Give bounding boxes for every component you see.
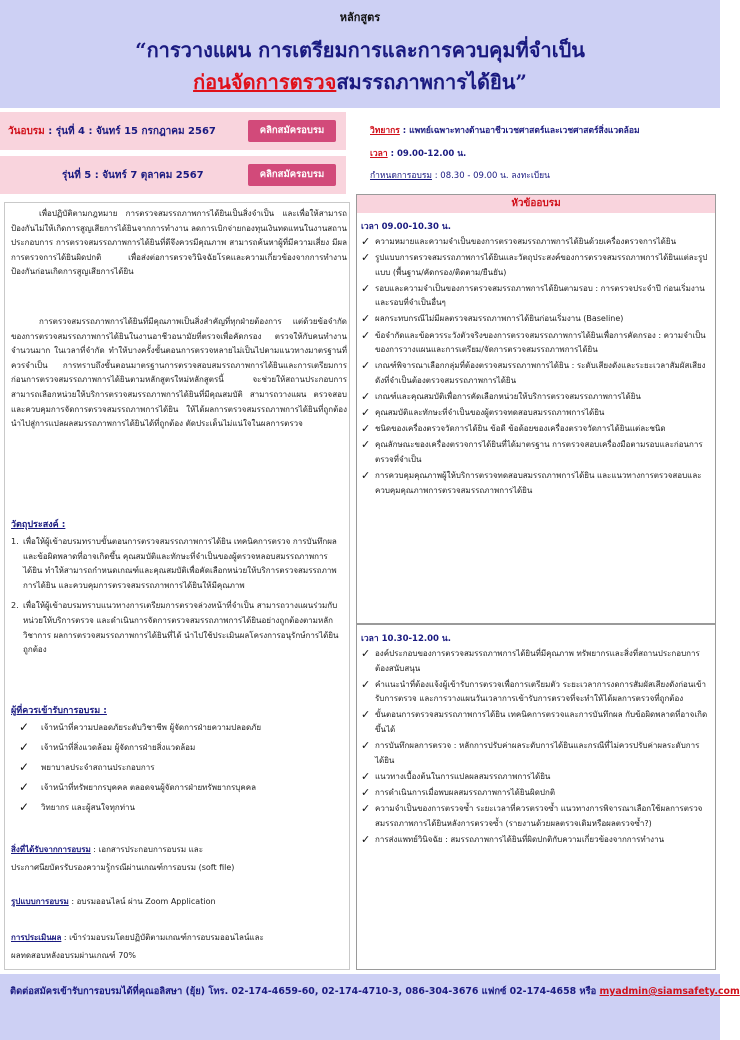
- topic-item: [361, 359, 711, 388]
- audience-text: วิทยากร และผู้สนใจทุกท่าน: [41, 803, 135, 812]
- benefit-line: [11, 843, 203, 856]
- topic-text: คำแนะนำที่ต้องแจ้งผู้เข้ารับการตรวจเพื่อการเตรียมตัว ระยะเวลาการงดการสัมผัสเสียงดังก่อนเข้ารับการตรวจ และการวางแผนวันเวลาการเข้ารับการตรวจที่จะทำให้ได้ผลการตรวจที่ถูกต้อง: [375, 679, 706, 704]
- topic-item: [361, 469, 711, 498]
- audience-item: [19, 781, 339, 801]
- block-divider: [357, 623, 715, 625]
- topic-text: การควบคุมคุณภาพผู้ให้บริการตรวจทดสอบสมรรถภาพการได้ยิน และแนวทางการตรวจสอบและควบคุมคุณภาพการตรวจสมรรถภาพการได้ยิน: [375, 470, 702, 495]
- format-text: : อบรมออนไลน์ ผ่าน Zoom Application: [68, 897, 216, 906]
- topic-item: [361, 282, 711, 311]
- topic-text: เกณฑ์และคุณสมบัติเพื่อการคัดเลือกหน่วยให้บริการตรวจสมรรถภาพการได้ยิน: [375, 391, 641, 401]
- topics-block-1: [361, 235, 711, 500]
- topic-text: คุณสมบัติและทักษะที่จำเป็นของผู้ตรวจทดสอบสมรรถภาพการได้ยิน: [375, 408, 605, 418]
- time-value: : 09.00-12.00 น.: [387, 149, 467, 159]
- benefit-title: สิ่งที่ได้รับจากการอบรม: [11, 845, 91, 854]
- intro-paragraph-2: การตรวจสมรรถภาพการได้ยินที่มีคุณภาพเป็นสิ่งสำคัญที่ทุกฝ่ายต้องการ แต่ด้วยข้อจำกัดของการตรวจสมรรถภาพการได้ยินในงานอาชีวอนามัยที่ตรวจเพื่อคัดกรอง ตรวจให้กับคนทำงานจำนวนมาก ในเวลาที่จำกัด ทำให้บางครั้งขั้นตอนการตรวจหลายไม่เป็นไปตามแนวทางมาตรฐานที่ควรจำเป็น การทราบถึงขั้นตอนมาตรฐานการตรวจสอบสมรรถภาพการได้ยินและการเตรียมการก่อนการตรวจสมรรถภาพการได้ยินตามหลักสูตรใหม่หลักสูตรนี้ จะช่วยให้สถานประกอบการสามารถเลือกหน่วยให้บริการตรวจสมรรถภาพการได้ยินที่มีคุณสมบัติ สามารถวางแผน ตรวจสอบ และควบคุมการจัดการตรวจสมรรถภาพการได้ยิน ให้ได้ผลการตรวจสมรรถภาพการได้ยินที่ถูกต้อง นำไปสู่การแปลผลสมรรถภาพการได้ยินได้ที่ถูกต้อง ตัดประเด็นไม่แน่ใจในผลการตรวจ: [11, 317, 347, 429]
- benefit-text: : เอกสารประกอบการอบรม และ: [90, 845, 203, 854]
- topics-block-2: [361, 647, 711, 849]
- topic-item: [361, 647, 711, 676]
- topic-item: [361, 739, 711, 768]
- topic-item: [361, 329, 711, 358]
- audience-text: พยาบาลประจำสถานประกอบการ: [41, 763, 155, 772]
- checkmark-icon: ✓: [361, 785, 371, 799]
- lecturer-label: วิทยากร: [370, 126, 400, 136]
- course-header: [0, 0, 720, 108]
- checkmark-icon: ✓: [361, 438, 371, 452]
- topic-text: เกณฑ์พิจารณาเลือกกลุ่มที่ต้องตรวจสมรรถภาพการได้ยิน : ระดับเสียงดังและระยะเวลาสัมผัสเสียงดังที่จำเป็นต้องตรวจสมรรถภาพการได้ยิน: [375, 361, 706, 385]
- topic-text: ข้อจำกัดและข้อควรระวังตัวจริงของการตรวจสมรรถภาพการได้ยินเพื่อการคัดกรอง : ความจำเป็นของการวางแผนและการเตรียม/จัดการตรวจสมรรถภาพการได้ยิน: [375, 330, 706, 355]
- topic-item: [361, 235, 711, 250]
- contact-text: ติดต่อสมัครเข้ารับการอบรมได้ที่คุณอลิสษา (ยุ้ย) โทร. 02-174-4659-60, 02-174-4710-3, 086-304-3676 แฟกซ์ 02-174-4658 หรือ: [10, 986, 600, 997]
- topic-text: ผลกระทบกรณีไม่มีผลตรวจสมรรถภาพการได้ยินก่อนเริ่มงาน (Baseline): [375, 314, 624, 324]
- topic-item: [361, 312, 711, 327]
- checkmark-icon: ✓: [361, 389, 371, 403]
- topic-item: [361, 678, 711, 707]
- session-5-date: รุ่นที่ 5 : จันทร์ 7 ตุลาคม 2567: [62, 170, 204, 181]
- training-date-label: วันอบรม: [8, 126, 45, 137]
- benefit-line-2: ประกาศนียบัตรรับรองความรู้กรณีผ่านเกณฑ์การอบรม (soft file): [11, 863, 235, 872]
- course-label: หลักสูตร: [339, 11, 381, 24]
- topic-item: [361, 406, 711, 421]
- register-button-session-5[interactable]: คลิกสมัครอบรม: [248, 164, 336, 186]
- lecturer-value: : แพทย์เฉพาะทางด้านอาชีวเวชศาสตร์และเวชศาสตร์สิ่งแวดล้อม: [399, 126, 640, 136]
- audience-title: ผู้ที่ควรเข้ารับการอบรม :: [11, 706, 107, 716]
- time-label: เวลา: [370, 149, 388, 159]
- checkmark-icon: ✓: [361, 647, 371, 660]
- session-4-date: [8, 124, 216, 139]
- topic-item: [361, 833, 711, 848]
- objective-text: เพื่อให้ผู้เข้าอบรมทราบแนวทางการเตรียมการตรวจล่วงหน้าที่จำเป็น สามารถวางแผนร่วมกับหน่วยให้บริการตรวจ และดำเนินการจัดการตรวจสมรรถภาพการได้ยินอย่างถูกต้องตามหลักวิชาการ ผลการตรวจสมรรถภาพการได้ยินที่ได้ นำไปใช้ประเมินผลโครงการอนุรักษ์การได้ยินถูกต้อง: [23, 601, 339, 655]
- checkmark-icon: ✓: [361, 251, 371, 265]
- checkmark-icon: ✓: [361, 281, 371, 295]
- evaluation-text: : เข้าร่วมอบรมโดยปฏิบัติตามเกณฑ์การอบรมออนไลน์และ: [61, 933, 264, 942]
- schedule-label: กำหนดการอบรม: [370, 171, 433, 181]
- topic-text: ชนิดของเครื่องตรวจวัดการได้ยิน ข้อดี ข้อด้อยของเครื่องตรวจวัดการได้ยินแต่ละชนิด: [375, 424, 666, 434]
- topics-title: หัวข้ออบรม: [357, 195, 715, 213]
- checkmark-icon: ✓: [361, 832, 371, 846]
- session-4-text: : รุ่นที่ 4 : จันทร์ 15 กรกฎาคม 2567: [44, 126, 216, 137]
- topic-item: [361, 390, 711, 405]
- audience-item: [19, 761, 339, 781]
- topic-text: ขั้นตอนการตรวจสมรรถภาพการได้ยิน เทคนิคการตรวจและการบันทึกผล กับข้อผิดพลาดที่อาจเกิดขึ้นได้: [375, 710, 708, 734]
- objectives-list: [11, 535, 347, 664]
- checkmark-icon: ✓: [361, 359, 371, 373]
- checkmark-icon: ✓: [19, 720, 30, 734]
- topic-item: [361, 770, 711, 785]
- topic-text: ความหมายและความจำเป็นของการตรวจสมรรถภาพการได้ยินด้วยเครื่องตรวจการได้ยิน: [375, 237, 677, 246]
- checkmark-icon: ✓: [361, 468, 371, 482]
- topic-item: [361, 786, 711, 801]
- format-title: รูปแบบการอบรม: [11, 897, 69, 906]
- checkmark-icon: ✓: [19, 780, 30, 794]
- topic-item: [361, 438, 711, 467]
- topic-text: คุณลักษณะของเครื่องตรวจการได้ยินที่ได้มาตรฐาน การตรวจสอบเครื่องมือตามรอบและก่อนการตรวจที่จำเป็น: [375, 440, 703, 464]
- checkmark-icon: ✓: [361, 328, 371, 342]
- checkmark-icon: ✓: [361, 422, 371, 436]
- evaluation-line: [11, 931, 264, 944]
- evaluation-title: การประเมินผล: [11, 933, 62, 942]
- schedule-line: [370, 168, 550, 182]
- topic-text: ความจำเป็นของการตรวจซ้ำ ระยะเวลาที่ควรตรวจซ้ำ แนวทางการพิจารณาเลือกใช้ผลการตรวจสมรรถภาพการได้ยินหลังการตรวจซ้ำ (รายงานด้วยผลตรวจเดิมหรือผลตรวจซ้ำ?): [375, 803, 703, 828]
- checkmark-icon: ✓: [361, 235, 371, 248]
- course-title-line2: [0, 66, 720, 98]
- intro-paragraph-1: เพื่อปฏิบัติตามกฎหมาย การตรวจสมรรถภาพการได้ยินเป็นสิ่งจำเป็น และเพื่อให้สามารถป้องกันไม่ให้เกิดการสูญเสียการได้ยินจากการทำงาน ลดการเบิกจ่ายกองทุนเงินทดแทนในงานสถานประกอบการ การตรวจสมรรถภาพการได้ยินที่ดีจึงควรมีคุณภาพ สามารถค้นหาผู้ที่มีความเสี่ยง มีผลการตรวจการได้ยินผิดปกติ เพื่อส่งต่อการตรวจวินิจฉัยโรคและความเกี่ยวข้องจากการทำงาน ป้องกันก่อนเกิดการสูญเสียการได้ยิน: [11, 209, 347, 277]
- checkmark-icon: ✓: [19, 800, 30, 814]
- audience-text: เจ้าหน้าที่ทรัพยากรบุคคล ตลอดจนผู้จัดการฝ่ายทรัพยากรบุคคล: [41, 783, 256, 792]
- evaluation-line-2: ผลทดสอบหลังอบรมผ่านเกณฑ์ 70%: [11, 951, 136, 960]
- topic-item: [361, 422, 711, 437]
- checkmark-icon: ✓: [361, 406, 371, 420]
- format-line: [11, 895, 216, 908]
- topic-text: แนวทางเบื้องต้นในการแปลผลสมรรถภาพการได้ยิน: [375, 771, 551, 781]
- checkmark-icon: ✓: [361, 312, 371, 326]
- topic-text: การดำเนินการเมื่อพบผลสมรรถภาพการได้ยินผิดปกติ: [375, 787, 556, 797]
- topic-text: การส่งแพทย์วินิจฉัย : สมรรถภาพการได้ยินที่ผิดปกติกับความเกี่ยวข้องจากการทำงาน: [375, 834, 665, 844]
- objectives-title: วัตถุประสงค์ :: [11, 520, 66, 530]
- audience-item: [19, 721, 339, 741]
- topic-item: [361, 802, 711, 831]
- checkmark-icon: ✓: [361, 801, 371, 815]
- course-title-line1: “การวางแผน การเตรียมการและการควบคุมที่จำเป็น: [135, 38, 585, 62]
- course-title-rest: สมรรถภาพการได้ยิน”: [336, 70, 527, 94]
- checkmark-icon: ✓: [361, 739, 371, 753]
- topic-item: [361, 708, 711, 737]
- session-4-box: [0, 112, 346, 150]
- block-1-time: เวลา 09.00-10.30 น.: [361, 222, 451, 232]
- objective-text: เพื่อให้ผู้เข้าอบรมทราบขั้นตอนการตรวจสมรรถภาพการได้ยิน เทคนิคการตรวจ การบันทึกผล และข้อผิดพลาดที่อาจเกิดขึ้น คุณสมบัติและทักษะที่จำเป็นของผู้ตรวจหลอบสมรรถภาพการได้ยิน ทำให้สามารถกำหนดเกณฑ์และคุณสมบัติเพื่อคัดเลือกหน่วยให้บริการตรวจสมรรถภาพการได้ยิน และควบคุมการตรวจสมรรถภาพการได้ยินให้มีคุณภาพ: [23, 537, 337, 590]
- checkmark-icon: ✓: [361, 677, 371, 691]
- checkmark-icon: ✓: [19, 760, 30, 774]
- block-2-time: เวลา 10.30-12.00 น.: [361, 634, 451, 644]
- course-description-panel: [4, 202, 350, 970]
- objective-item: 1. เพื่อให้ผู้เข้าอบรมทราบขั้นตอนการตรวจสมรรถภาพการได้ยิน เทคนิคการตรวจ การบันทึกผล และข้อผิดพลาดที่อาจเกิดขึ้น คุณสมบัติและทักษะที่จำเป็นของผู้ตรวจหลอบสมรรถภาพการได้ยิน ทำให้สามารถกำหนดเกณฑ์และคุณสมบัติเพื่อคัดเลือกหน่วยให้บริการตรวจสมรรถภาพการได้ยิน และควบคุมการตรวจสมรรถภาพการได้ยินให้มีคุณภาพ: [11, 537, 337, 590]
- audience-text: เจ้าหน้าที่ความปลอดภัยระดับวิชาชีพ ผู้จัดการฝ่ายความปลอดภัย: [41, 723, 262, 732]
- time-line: [370, 146, 466, 160]
- checkmark-icon: ✓: [361, 769, 371, 783]
- checkmark-icon: ✓: [19, 740, 30, 754]
- course-title-highlight: ก่อนจัดการตรวจ: [193, 70, 337, 94]
- schedule-value: : 08.30 - 09.00 น. ลงทะเบียน: [432, 171, 550, 181]
- audience-item: [19, 741, 339, 761]
- session-5-box: [0, 156, 346, 194]
- audience-item: [19, 801, 339, 821]
- lecturer-line: [370, 123, 640, 137]
- register-button-session-4[interactable]: คลิกสมัครอบรม: [248, 120, 336, 142]
- contact-email-link[interactable]: myadmin@siamsafety.com: [599, 986, 740, 997]
- objective-item: 2. เพื่อให้ผู้เข้าอบรมทราบแนวทางการเตรียมการตรวจล่วงหน้าที่จำเป็น สามารถวางแผนร่วมกับหน่วยให้บริการตรวจ และดำเนินการจัดการตรวจสมรรถภาพการได้ยินอย่างถูกต้องตามหลักวิชาการ ผลการตรวจสมรรถภาพการได้ยินที่ได้ นำไปใช้ประเมินผลโครงการอนุรักษ์การได้ยินถูกต้อง: [11, 601, 339, 655]
- topic-text: รอบและความจำเป็นของการตรวจสมรรถภาพการได้ยินตามรอบ : การตรวจประจำปี ก่อนเริ่มงาน และรอบที่จำเป็นอื่นๆ: [375, 283, 705, 308]
- topic-item: [361, 251, 711, 280]
- audience-text: เจ้าหน้าที่สิ่งแวดล้อม ผู้จัดการฝ่ายสิ่งแวดล้อม: [41, 743, 196, 752]
- audience-list: [19, 721, 339, 821]
- contact-info: [10, 984, 740, 999]
- checkmark-icon: ✓: [361, 708, 371, 722]
- contact-footer: [0, 974, 740, 1040]
- topic-text: การบันทึกผลการตรวจ : หลักการปรับค่าผลระดับการได้ยินและกรณีที่ไม่ควรปรับค่าผลระดับการได้ยิน: [375, 741, 700, 765]
- topic-text: รูปแบบการตรวจสมรรถภาพการได้ยินและวัตถุประสงค์ของการตรวจสมรรถภาพการได้ยินแต่ละรูปแบบ (พื้นฐาน/คัดกรอง/ติดตาม/ยืนยัน): [375, 253, 708, 277]
- topic-text: องค์ประกอบของการตรวจสมรรถภาพการได้ยินที่มีคุณภาพ ทรัพยากรและสิ่งที่สถานประกอบการต้องสนับสนุน: [375, 649, 700, 673]
- training-topics-panel: [356, 194, 716, 970]
